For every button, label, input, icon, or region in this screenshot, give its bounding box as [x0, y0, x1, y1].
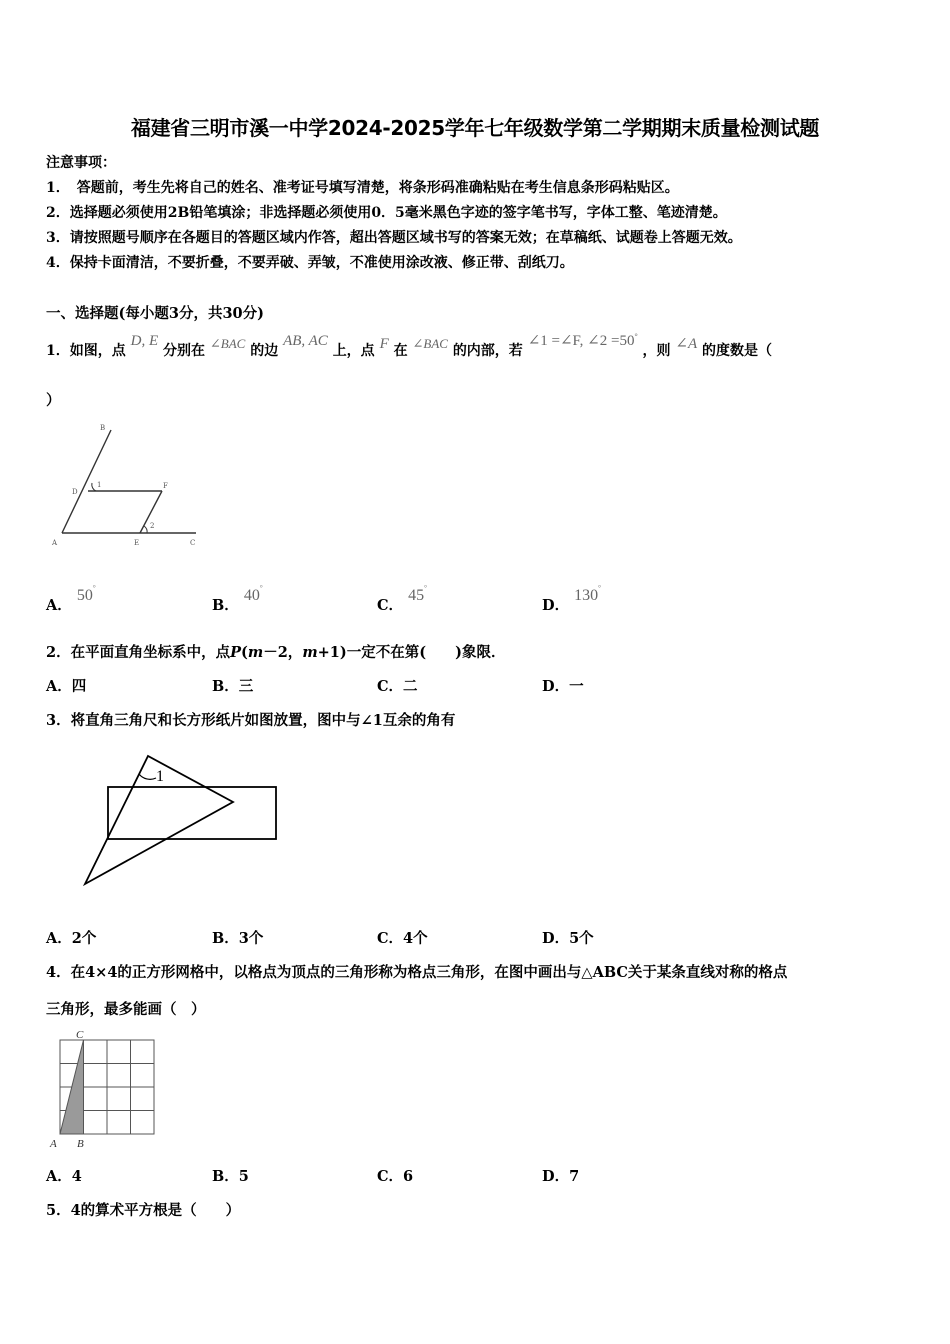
q3-option-a — [46, 927, 96, 948]
label-D: D — [72, 488, 78, 496]
label-A: A — [50, 1138, 57, 1150]
q1-option-c — [377, 584, 427, 615]
q4-option-c — [377, 1165, 413, 1186]
page-title: 福建省三明市溪一中学2024-2025学年七年级数学第二学期期末质量检测试题 — [130, 116, 820, 140]
q1-figure — [48, 418, 208, 553]
q1-text-3: 的边 — [250, 343, 279, 359]
q1-text-8: 的度数是（ — [702, 343, 773, 359]
q1-option-d-letter: D． — [542, 597, 570, 614]
note-item-3: 3．请按照题号顺序在各题目的答题区域内作答，超出答题区域书写的答案无效；在草稿纸、试题卷上答题无效。 — [46, 230, 742, 246]
q3-option-a-letter: A． — [46, 930, 72, 947]
q1-text-2: 分别在 — [163, 343, 205, 359]
q1-text-6: 的内部，若 — [452, 343, 523, 359]
q4-option-c-value: 6 — [403, 1168, 414, 1185]
label-B: B — [77, 1138, 84, 1150]
q1-option-a — [46, 584, 96, 615]
q4-option-c-letter: C． — [377, 1168, 404, 1185]
q2-option-c — [377, 675, 418, 696]
q3-option-d-letter: D． — [542, 930, 570, 947]
angle-1-arc — [139, 774, 156, 779]
q1-option-d-value: 130 — [574, 587, 599, 604]
q1-option-c-letter: C． — [377, 597, 404, 614]
q1-math-5: ∠BAC — [412, 336, 448, 351]
q1-math-7: ∠A — [675, 336, 698, 352]
q4-option-d-letter: D． — [542, 1168, 570, 1185]
q2-text-a: 2．在平面直角坐标系中，点 — [46, 644, 231, 661]
q1-math-3: AB, AC — [283, 333, 328, 349]
q4-option-d — [542, 1165, 579, 1186]
q1-text-4: 上，点 — [332, 343, 375, 359]
q1-math-4: F — [379, 336, 389, 352]
q3-option-d — [542, 927, 594, 948]
q2-option-c-letter: C． — [377, 678, 404, 695]
rectangle-paper — [108, 787, 276, 839]
q2-point-p: P — [230, 644, 241, 661]
q2-option-d-letter: D． — [542, 678, 570, 695]
q4-option-b — [212, 1165, 249, 1186]
q3-option-b-value: 3个 — [238, 930, 264, 947]
label-C: C — [76, 1029, 84, 1041]
angle-1-arc — [92, 483, 96, 491]
question-4-line-1: 4．在4×4的正方形网格中，以格点为顶点的三角形称为格点三角形，在图中画出与△ABC关于某条直线对称的格点 — [46, 964, 788, 981]
q4-option-a-value: 4 — [71, 1168, 82, 1185]
label-C: C — [190, 539, 196, 547]
q1-math-2: ∠BAC — [209, 336, 246, 351]
label-angle-1: 1 — [97, 481, 102, 489]
q1-option-c-degree: ° — [424, 584, 427, 593]
q4-option-b-letter: B． — [212, 1168, 239, 1185]
ray-AB — [62, 430, 111, 533]
q2-var-m-2: m — [302, 644, 318, 661]
q1-math-6: ∠1 =∠F, ∠2 =50 — [527, 333, 635, 349]
q3-option-b — [212, 927, 263, 948]
q2-option-c-value: 二 — [403, 678, 418, 695]
q2-option-b — [212, 675, 253, 696]
q3-option-a-value: 2个 — [71, 930, 97, 947]
note-item-1: 1． 答题前，考生先将自己的姓名、准考证号填写清楚，将条形码准确粘贴在考生信息条形码粘贴区。 — [46, 180, 679, 196]
q4-option-a-letter: A． — [46, 1168, 72, 1185]
q1-text-1: 1．如图，点 — [46, 343, 126, 359]
q1-degree-sign: ° — [634, 332, 638, 342]
label-F: F — [163, 482, 168, 490]
q1-option-b-degree: ° — [259, 584, 263, 593]
q1-option-b — [212, 584, 263, 615]
question-3-text: 3．将直角三角尺和长方形纸片如图放置，图中与∠1互余的角有 — [46, 712, 456, 729]
label-angle-1: 1 — [156, 768, 164, 785]
q4-option-d-value: 7 — [569, 1168, 580, 1185]
q1-option-a-letter: A． — [46, 597, 72, 614]
angle-2-arc — [144, 526, 147, 533]
q1-option-d-degree: ° — [598, 584, 601, 593]
question-2-text — [46, 641, 505, 662]
label-angle-2: 2 — [150, 522, 155, 530]
q1-option-d — [542, 584, 601, 615]
q1-option-a-value: 50 — [76, 587, 93, 604]
q2-option-b-value: 三 — [238, 678, 254, 695]
question-5-text: 5．4的算术平方根是（ ） — [46, 1202, 241, 1219]
q1-math-1: D, E — [130, 333, 159, 349]
q4-option-b-value: 5 — [238, 1168, 249, 1185]
q2-option-d — [542, 675, 584, 696]
q3-option-c-letter: C． — [377, 930, 404, 947]
label-B: B — [100, 424, 106, 432]
q2-option-d-value: 一 — [569, 678, 584, 695]
q2-option-a-letter: A． — [46, 678, 72, 695]
label-A: A — [52, 539, 58, 547]
q2-option-a-value: 四 — [71, 678, 87, 695]
q3-figure — [80, 748, 285, 890]
question-1-text — [46, 332, 773, 360]
note-item-2: 2．选择题必须使用2B铅笔填涂；非选择题必须使用0．5毫米黑色字迹的签字笔书写，字体工整、笔迹清楚。 — [46, 205, 727, 221]
q1-option-b-value: 40 — [243, 587, 260, 604]
q1-option-c-value: 45 — [408, 587, 425, 604]
q2-option-b-letter: B． — [212, 678, 239, 695]
q2-text-c: ( — [241, 644, 248, 661]
q3-option-c — [377, 927, 428, 948]
q2-option-a — [46, 675, 86, 696]
q2-text-g: +1)一定不在第( )象限． — [317, 644, 506, 661]
q3-option-b-letter: B． — [212, 930, 239, 947]
q1-option-a-degree: ° — [92, 584, 96, 593]
q1-option-b-letter: B． — [212, 597, 239, 614]
q2-var-m-1: m — [247, 644, 264, 661]
q1-closing-paren: ） — [46, 392, 61, 409]
q4-option-a — [46, 1165, 82, 1186]
q4-figure — [46, 1026, 161, 1152]
notes-heading: 注意事项： — [46, 155, 116, 171]
label-E: E — [134, 539, 140, 547]
section-heading: 一、选择题(每小题3分，共30分) — [46, 305, 264, 322]
q1-text-7: ，则 — [642, 343, 671, 359]
note-item-4: 4．保持卡面清洁，不要折叠，不要弄破、弄皱，不准使用涂改液、修正带、刮纸刀。 — [46, 255, 574, 271]
q1-text-5: 在 — [393, 343, 408, 359]
q3-option-d-value: 5个 — [569, 930, 594, 947]
question-4-line-2: 三角形，最多能画（ ） — [46, 1001, 206, 1018]
q2-text-e: －2， — [263, 644, 303, 661]
q3-option-c-value: 4个 — [403, 930, 428, 947]
